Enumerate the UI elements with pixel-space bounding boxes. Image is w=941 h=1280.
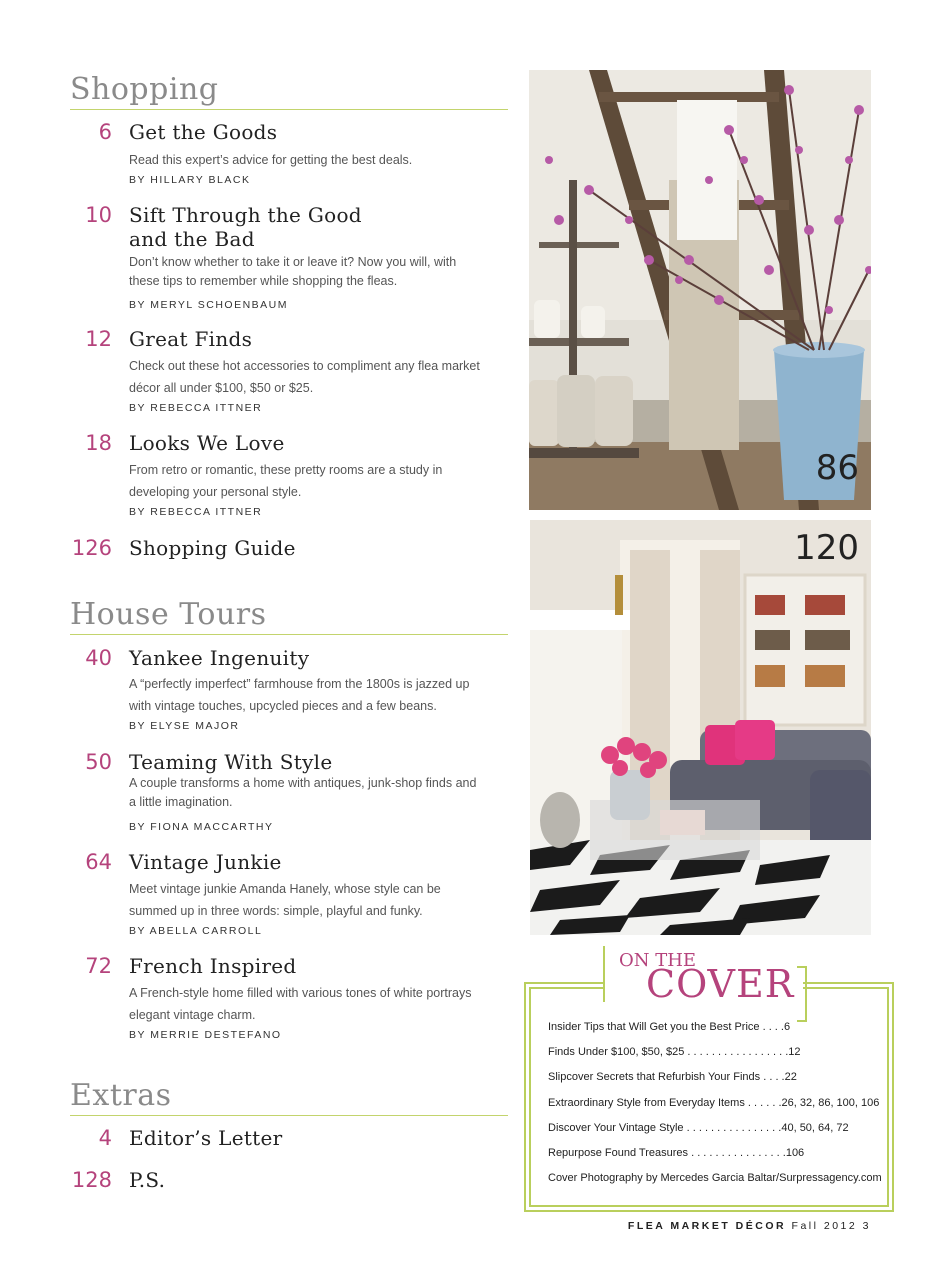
entry-description-line2: elegant vintage charm. [129, 1008, 256, 1022]
page-footer [628, 1220, 871, 1232]
cover-list-item: Insider Tips that Will Get you the Best Price . . . .6 [548, 1021, 791, 1033]
photo-ladder-branches [529, 70, 871, 510]
entry-description: From retro or romantic, these pretty rooms are a study in [129, 463, 443, 477]
entry-title: Yankee Ingenuity [129, 646, 310, 670]
entry-description: A “perfectly imperfect” farmhouse from the 1800s is jazzed up [129, 677, 470, 691]
entry-byline: BY ABELLA CARROLL [129, 925, 263, 937]
cover-list-item: Discover Your Vintage Style . . . . . . . . . . . . . . . .40, 50, 64, 72 [548, 1121, 849, 1134]
entry-title: Teaming With Style [129, 750, 333, 774]
entry-title: Great Finds [129, 327, 253, 351]
entry-title-line2: and the Bad [129, 227, 255, 251]
entry-description: Meet vintage junkie Amanda Hanely, whose style can be [129, 882, 441, 896]
entry-description: Read this expert’s advice for getting the best deals. [129, 153, 413, 167]
cover-heading-small: ON THE [619, 950, 697, 971]
cover-heading-large: COVER [646, 962, 795, 1006]
cover-heading-bracket-right [797, 966, 807, 1022]
footer-issue: Fall 2012 [791, 1220, 858, 1232]
entry-byline: BY MERRIE DESTEFANO [129, 1029, 282, 1041]
cover-list-item: Extraordinary Style from Everyday Items . . . . . .26, 32, 86, 100, 106 [548, 1096, 880, 1109]
page-number: 12 [85, 327, 112, 351]
page-number: 126 [71, 536, 112, 560]
page-number: 128 [71, 1168, 112, 1192]
cover-photo-credit: Cover Photography by Mercedes Garcia Baltar/Surpressagency.com [548, 1172, 882, 1185]
entry-title: Editor’s Letter [129, 1126, 283, 1150]
page-number: 4 [98, 1126, 112, 1150]
page-number: 50 [85, 750, 112, 774]
toc-entry[interactable] [70, 850, 510, 940]
page-number: 10 [85, 203, 112, 227]
toc-entry[interactable] [70, 646, 510, 735]
cover-list [548, 1017, 882, 1193]
entry-description-line2: these tips to remember while shopping the fleas. [129, 274, 398, 288]
toc-entry[interactable] [70, 431, 510, 521]
page-number: 64 [85, 850, 112, 874]
section-title-house-tours: House Tours [70, 597, 508, 635]
section-title-shopping: Shopping [70, 72, 508, 110]
entry-description-line2: with vintage touches, upcycled pieces and a few beans. [129, 699, 437, 713]
toc-entry[interactable] [70, 536, 510, 560]
entry-byline: BY FIONA MACCARTHY [129, 821, 274, 833]
photo-living-room-illustration [530, 520, 871, 935]
entry-description-line2: a little imagination. [129, 795, 233, 809]
photo-living-room [530, 520, 871, 935]
entry-title: Vintage Junkie [129, 850, 282, 874]
footer-page-number: 3 [862, 1220, 871, 1232]
toc-entry[interactable] [70, 750, 510, 836]
entry-description-line2: décor all under $100, $50 or $25. [129, 381, 314, 395]
photo-page-number: 120 [794, 528, 859, 568]
entry-byline: BY HILLARY BLACK [129, 174, 251, 186]
footer-magazine-name: FLEA MARKET DÉCOR [627, 1220, 787, 1232]
section-title-extras: Extras [70, 1078, 508, 1116]
page-number: 40 [85, 646, 112, 670]
page-number: 72 [85, 954, 112, 978]
toc-entry[interactable] [70, 954, 510, 1044]
page-number: 18 [85, 431, 112, 455]
entry-description: Check out these hot accessories to compliment any flea market [129, 359, 480, 373]
cover-list-item: Finds Under $100, $50, $25 . . . . . . . . . . . . . . . . .12 [548, 1046, 801, 1059]
entry-description: A French-style home filled with various tones of white portrays [129, 986, 472, 1000]
toc-entry[interactable] [70, 1168, 510, 1192]
entry-title: P.S. [129, 1168, 166, 1192]
cover-list-item: Slipcover Secrets that Refurbish Your Finds . . . .22 [548, 1071, 797, 1084]
cover-list-item: Repurpose Found Treasures . . . . . . . . . . . . . . . .106 [548, 1146, 805, 1159]
entry-title: Sift Through the Good [129, 203, 362, 227]
page-number: 6 [98, 120, 112, 144]
entry-description: Don’t know whether to take it or leave it? Now you will, with [129, 255, 457, 269]
entry-title: Get the Goods [129, 120, 278, 144]
toc-entry[interactable] [70, 203, 510, 314]
toc-entry[interactable] [70, 1126, 510, 1150]
entry-description: A couple transforms a home with antiques, junk-shop finds and [129, 776, 477, 790]
entry-byline: BY REBECCA ITTNER [129, 402, 263, 414]
entry-title: French Inspired [129, 954, 297, 978]
entry-byline: BY MERYL SCHOENBAUM [129, 299, 289, 311]
photo-page-number: 86 [815, 448, 859, 488]
toc-entry[interactable] [70, 120, 510, 189]
entry-byline: BY ELYSE MAJOR [129, 720, 240, 732]
toc-entry[interactable] [70, 327, 510, 417]
entry-byline: BY REBECCA ITTNER [129, 506, 263, 518]
entry-description-line2: developing your personal style. [129, 485, 302, 499]
entry-title: Looks We Love [129, 431, 285, 455]
entry-description-line2: summed up in three words: simple, playful and funky. [129, 904, 423, 918]
entry-title: Shopping Guide [129, 536, 296, 560]
photo-ladder-illustration [529, 70, 871, 510]
